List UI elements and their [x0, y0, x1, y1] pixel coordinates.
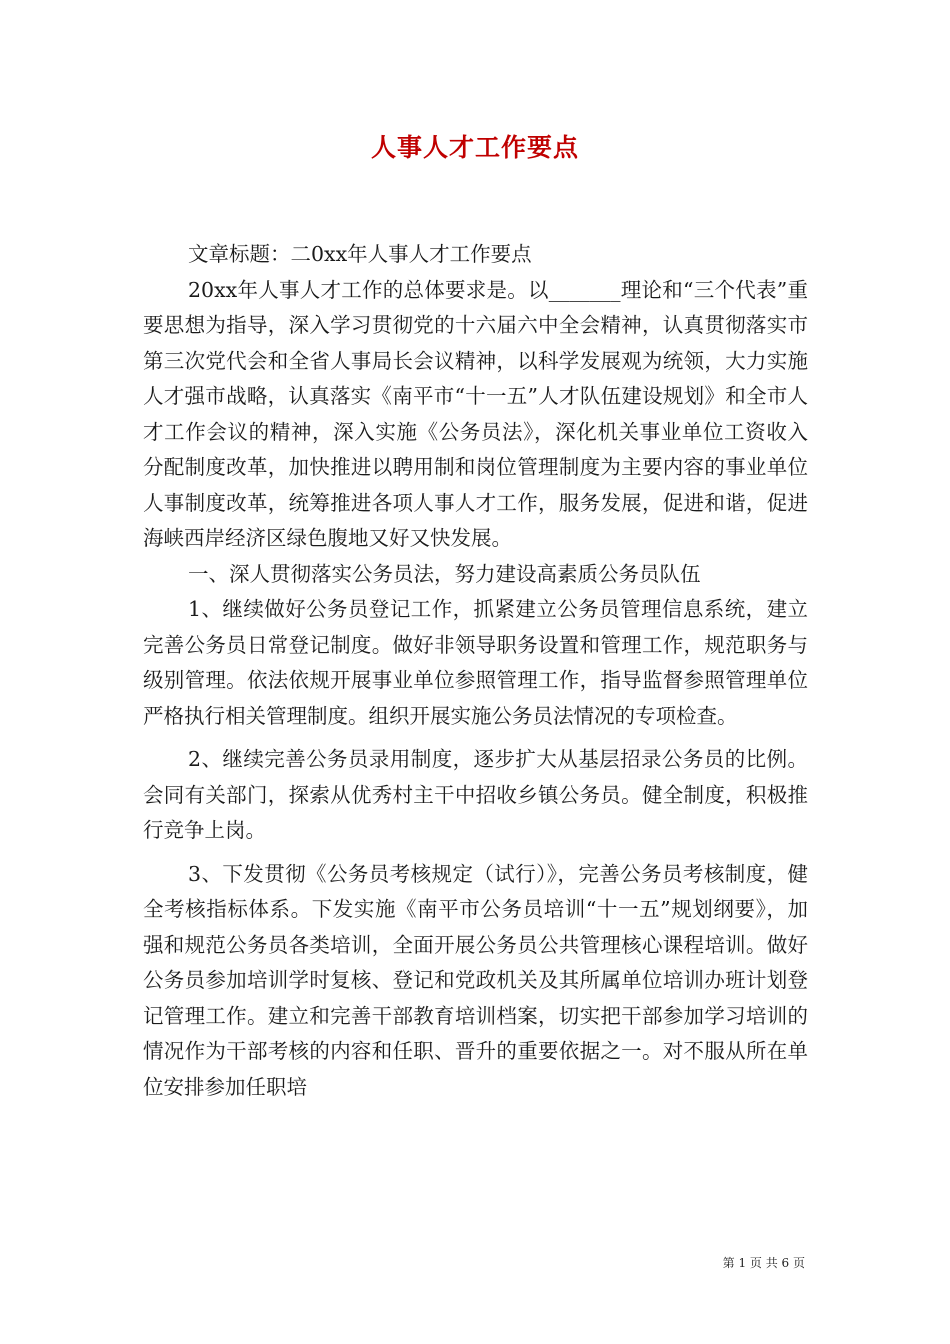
paragraph-general-requirements: 20xx年人事人才工作的总体要求是。以_______理论和“三个代表”重要思想为指导，深入学习贯彻党的十六届六中全会精神，认真贯彻落实市第三次党代会和全省人事局长会议精神，以科学发展观为统领，大力实施人才强市战略，认真落实《南平市“十一五”人才队伍建设规划》和全市人才工作会议的精神，深入实施《公务员法》，深化机关事业单位工资收入分配制度改革，加快推进以聘用制和岗位管理制度为主要内容的事业单位人事制度改革，统筹推进各项人事人才工作，服务发展，促进和谐，促进海峡西岸经济区绿色腹地又好又快发展。 — [143, 277, 808, 550]
section-heading-1: 一、深人贯彻落实公务员法，努力建设高素质公务员队伍 — [188, 561, 701, 586]
paragraph-item-3: 3、下发贯彻《公务员考核规定（试行）》，完善公务员考核制度，健全考核指标体系。下发实施《南平市公务员培训“十一五”规划纲要》，加强和规范公务员各类培训，全面开展公务员公共管理核心课程培训。做好公务员参加培训学时复核、登记和党政机关及其所属单位培训办班计划登记管理工作。建立和完善干部教育培训档案，切实把干部参加学习培训的情况作为干部考核的内容和任职、晋升的重要依据之一。对不服从所在单位安排参加任职培 — [143, 861, 808, 1099]
document-body — [143, 237, 808, 1105]
paragraph-item-1: 1、继续做好公务员登记工作，抓紧建立公务员管理信息系统，建立完善公务员日常登记制度。做好非领导职务设置和管理工作，规范职务与级别管理。依法依规开展事业单位参照管理工作，指导监督参照管理单位严格执行相关管理制度。组织开展实施公务员法情况的专项检查。 — [143, 597, 808, 728]
page-number: 第 1 页 共 6 页 — [722, 1256, 805, 1270]
article-heading-line: 文章标题：二0xx年人事人才工作要点 — [188, 242, 532, 266]
document-title: 人事人才工作要点 — [370, 133, 579, 162]
paragraph-item-2: 2、继续完善公务员录用制度，逐步扩大从基层招录公务员的比例。会同有关部门，探索从优秀村主干中招收乡镇公务员。健全制度，积极推行竞争上岗。 — [143, 747, 808, 842]
